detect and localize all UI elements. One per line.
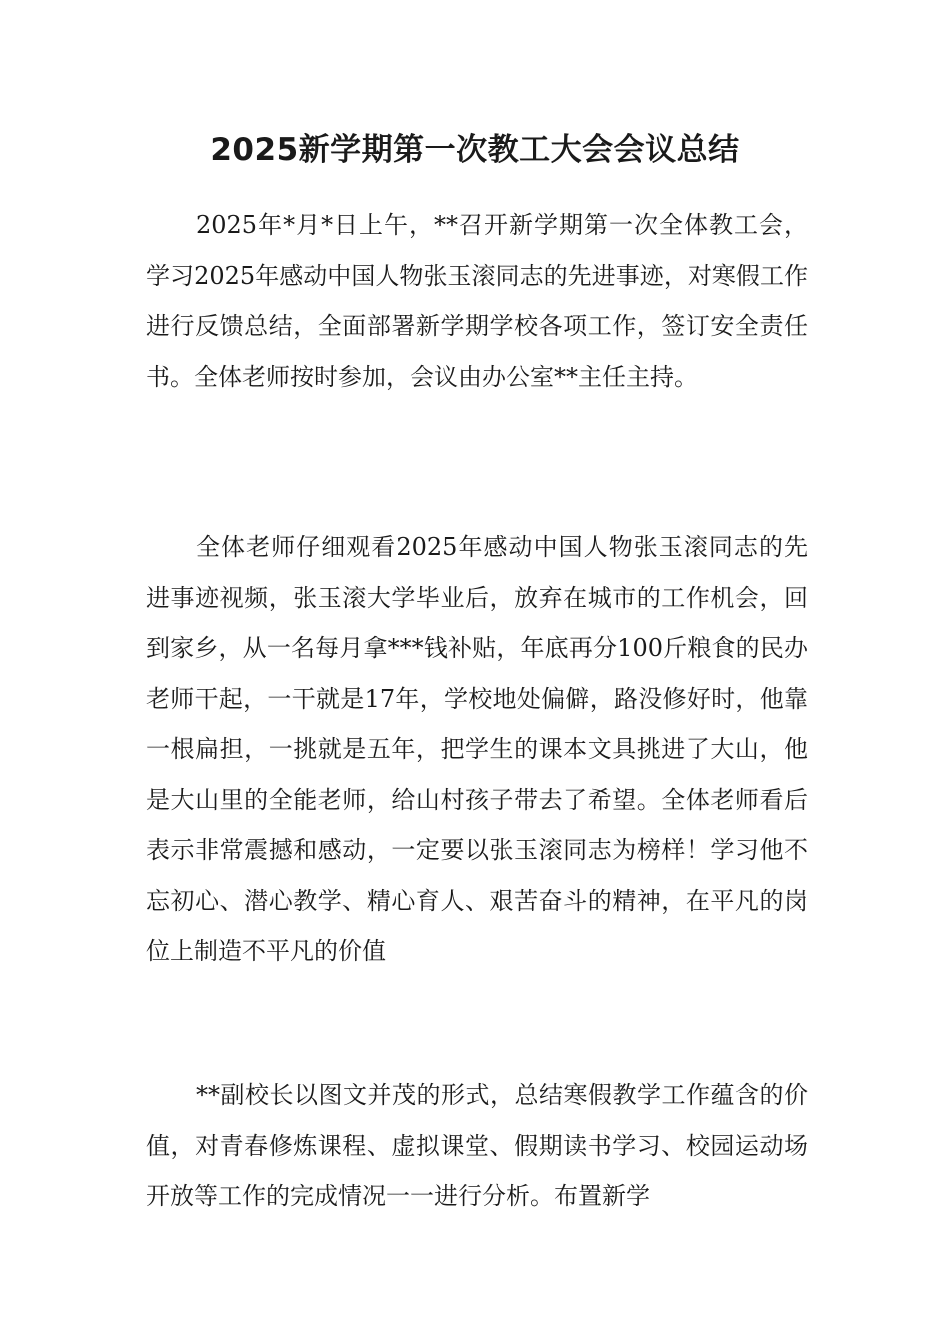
paragraph-meeting-overview: 2025年*月*日上午，**召开新学期第一次全体教工会，学习2025年感动中国人物张玉滚同志的先进事迹，对寒假工作进行反馈总结，全面部署新学期学校各项工作，签订安全责任书。全体老师按时参加，会议由办公室**主任主持。 [146, 211, 808, 391]
document-title: 2025新学期第一次教工大会会议总结 [210, 132, 740, 168]
paragraph-role-model-study: 全体老师仔细观看2025年感动中国人物张玉滚同志的先进事迹视频，张玉滚大学毕业后，放弃在城市的工作机会，回到家乡，从一名每月拿***钱补贴，年底再分100斤粮食的民办老师干起，一干就是17年，学校地处偏僻，路没修好时，他靠一根扁担，一挑就是五年，把学生的课本文具挑进了大山，他是大山里的全能老师，给山村孩子带去了希望。全体老师看后表示非常震撼和感动，一定要以张玉滚同志为榜样！学习他不忘初心、潜心教学、精心育人、艰苦奋斗的精神，在平凡的岗位上制造不平凡的价值 [146, 533, 808, 965]
paragraph-winter-work-summary: **副校长以图文并茂的形式，总结寒假教学工作蕴含的价值，对青春修炼课程、虚拟课堂、假期读书学习、校园运动场开放等工作的完成情况一一进行分析。布置新学 [146, 1081, 808, 1210]
